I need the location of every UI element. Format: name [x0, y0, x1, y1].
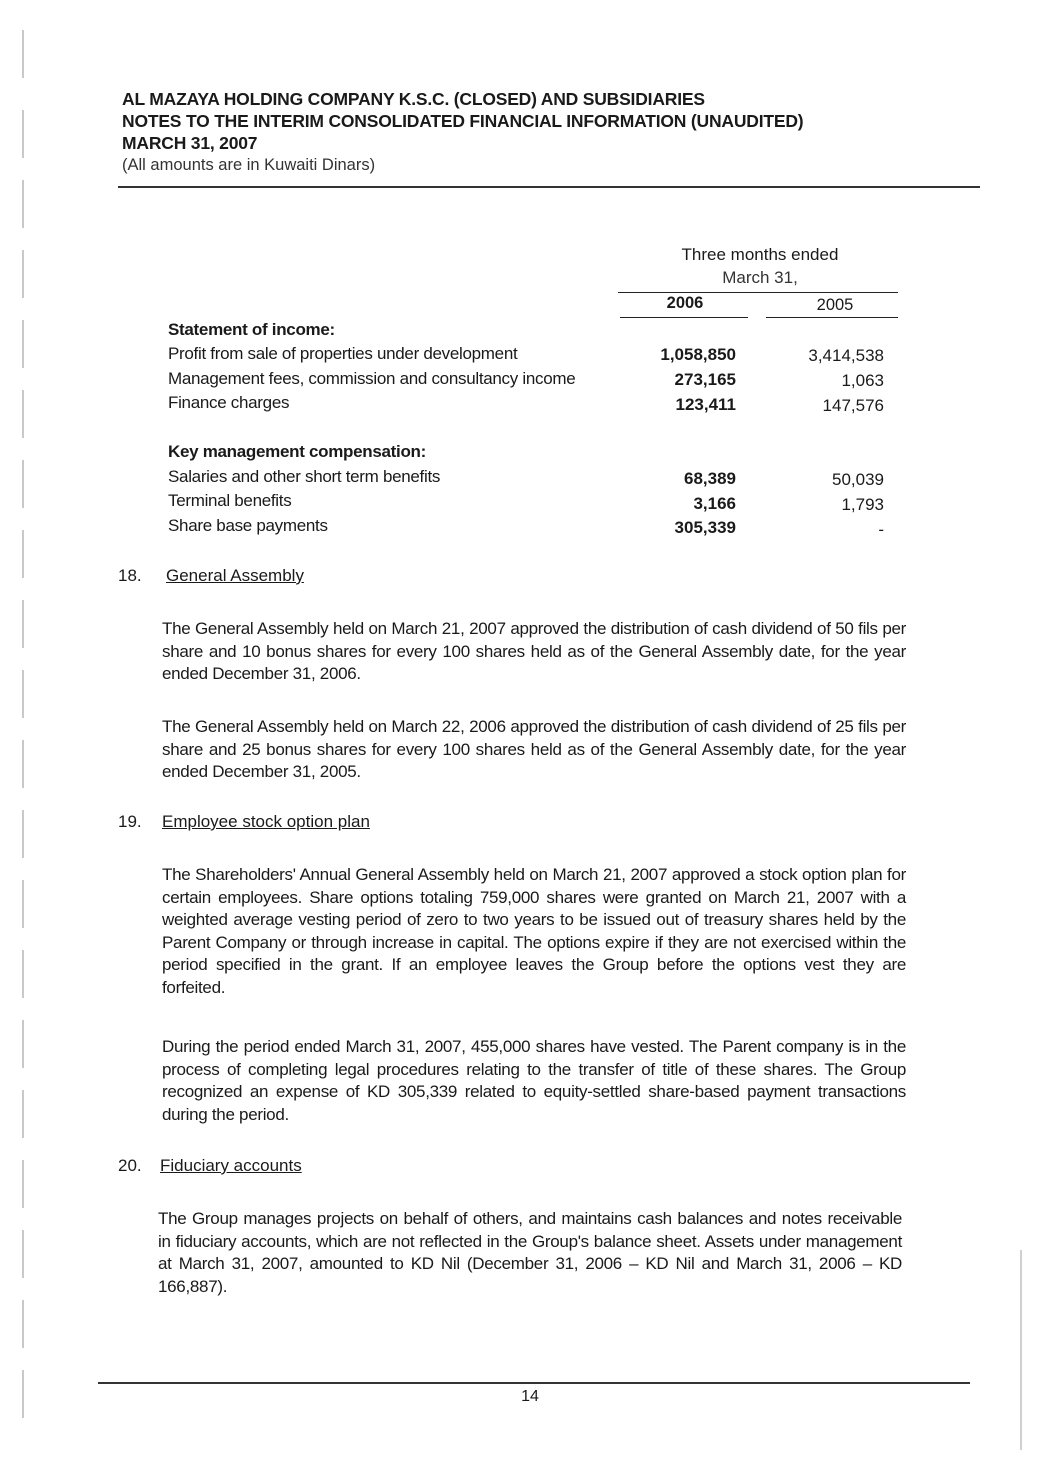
binding-edge-marks — [22, 30, 42, 1430]
period-date: March 31, — [722, 268, 798, 287]
value-2005: 3,414,538 — [808, 346, 884, 365]
table-row-label: Salaries and other short term benefits — [168, 467, 441, 486]
footer-rule — [98, 1382, 970, 1384]
section-title-stock-option: Employee stock option plan — [162, 812, 370, 831]
header-rule — [118, 186, 980, 188]
value-2005: - — [878, 520, 884, 539]
value-2005: 1,063 — [841, 371, 884, 390]
section-paragraph: The Group manages projects on behalf of others, and maintains cash balances and notes receivable in fiduciary accounts, which are not reflected in the Group's balance sheet. Assets under management at March 31, 2007, amounted to KD Nil (December 31, 2006 – KD Nil and March 31, 2006 – KD 166,887). — [158, 1209, 902, 1296]
value-2006: 68,389 — [684, 469, 736, 488]
report-date: MARCH 31, 2007 — [122, 133, 258, 153]
section-paragraph: During the period ended March 31, 2007, 455,000 shares have vested. The Parent company is in the process of completing legal procedures relating to the transfer of title of these shares. The Group recognized an expense of KD 305,339 related to equity-settled share-based payment transactions during the period. — [162, 1037, 906, 1124]
section-number: 20. — [118, 1156, 142, 1175]
value-2005: 1,793 — [841, 495, 884, 514]
table-row-label: Management fees, commission and consultancy income — [168, 369, 576, 388]
year-2005-rule — [766, 317, 898, 318]
section-paragraph: The General Assembly held on March 21, 2007 approved the distribution of cash dividend of 50 fils per share and 10 bonus shares for every 100 shares held as of the General Assembly date, for the year ended December 31, 2006. — [162, 619, 906, 683]
value-2006: 3,166 — [693, 494, 736, 513]
currency-note: (All amounts are in Kuwaiti Dinars) — [122, 156, 376, 174]
year-2006-rule — [620, 317, 748, 318]
value-2006: 305,339 — [674, 518, 736, 537]
table-row-label: Finance charges — [168, 393, 290, 412]
period-heading: Three months ended — [681, 245, 839, 264]
document-header — [122, 88, 980, 176]
section-title-fiduciary: Fiduciary accounts — [160, 1156, 302, 1175]
year-2005-header: 2005 — [816, 296, 854, 314]
period-rule — [618, 292, 898, 293]
section-title-general-assembly: General Assembly — [166, 566, 304, 585]
table-row-label: Profit from sale of properties under development — [168, 344, 518, 363]
table-row-label: Share base payments — [168, 516, 328, 535]
value-2006: 273,165 — [674, 370, 736, 389]
value-2006: 123,411 — [675, 395, 736, 414]
compensation-heading: Key management compensation: — [168, 442, 426, 461]
section-paragraph: The General Assembly held on March 22, 2006 approved the distribution of cash dividend of 25 fils per share and 25 bonus shares for every 100 shares held as of the General Assembly date, for the year ended December 31, 2005. — [162, 717, 906, 781]
scan-edge — [1020, 1250, 1022, 1450]
year-2006-header: 2006 — [666, 294, 704, 312]
value-2005: 147,576 — [822, 396, 884, 415]
table-row-label: Terminal benefits — [168, 491, 292, 510]
company-name: AL MAZAYA HOLDING COMPANY K.S.C. (CLOSED) AND SUBSIDIARIES — [122, 89, 705, 109]
section-paragraph: The Shareholders' Annual General Assembly held on March 21, 2007 approved a stock option plan for certain employees. Share options totaling 759,000 shares were granted on March 21, 2007 with a weighted average vesting period of zero to two years to be issued out of treasury shares held by the Parent Company or through increase in capital. The options expire if they are not exercised within the period specified in the grant. If an employee leaves the Group before the options vest they are forfeited. — [162, 865, 906, 997]
value-2005: 50,039 — [832, 470, 884, 489]
value-2006: 1,058,850 — [660, 345, 736, 364]
document-title: NOTES TO THE INTERIM CONSOLIDATED FINANCIAL INFORMATION (UNAUDITED) — [122, 111, 804, 131]
section-number: 18. — [118, 566, 142, 585]
section-number: 19. — [118, 812, 142, 831]
page-number: 14 — [521, 1388, 539, 1405]
statement-heading: Statement of income: — [168, 320, 335, 339]
